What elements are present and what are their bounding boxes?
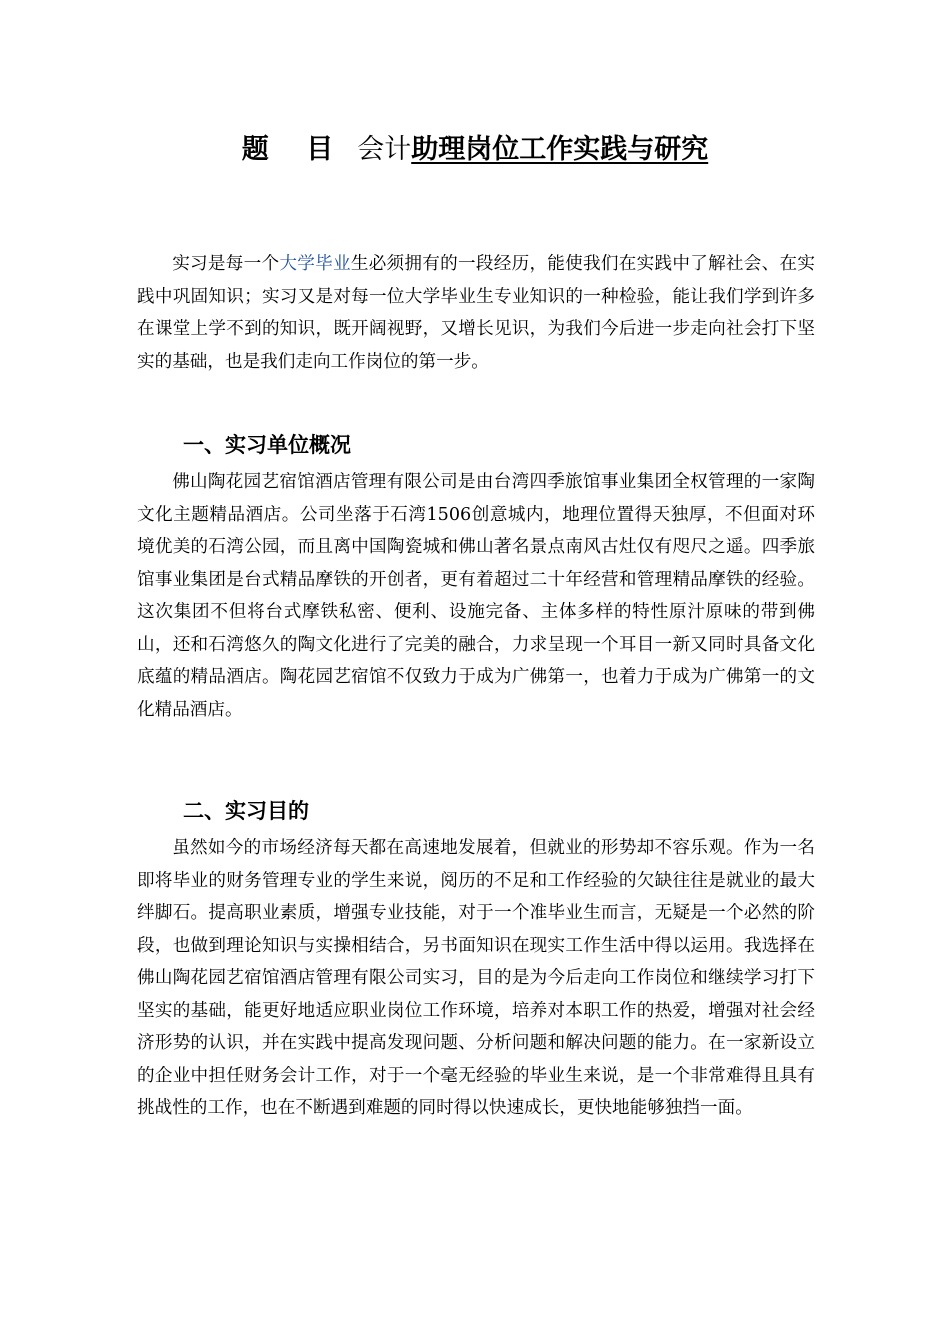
section-body-internship-purpose: 虽然如今的市场经济每天都在高速地发展着，但就业的形势却不容乐观。作为一名即将毕业的财务管理专业的学生来说，阅历的不足和工作经验的欠缺往往是就业的最大绊脚石。提高职业素质，增强专业技能，对于一个准毕业生而言，无疑是一个必然的阶段，也做到理论知识与实操相结合，另书面知识在现实工作生活中得以运用。我选择在佛山陶花园艺宿馆酒店管理有限公司实习，目的是为今后走向工作岗位和继续学习打下坚实的基础，能更好地适应职业岗位工作环境，培养对本职工作的热爱，增强对社会经济形势的认识，并在实践中提高发现问题、分析问题和解决问题的能力。在一家新设立的企业中担任财务会计工作，对于一个毫无经验的毕业生来说，是一个非常难得且具有挑战性的工作，也在不断遇到难题的同时得以快速成长，更快地能够独挡一面。 bbox=[137, 838, 815, 1118]
section-body-company-overview: 佛山陶花园艺宿馆酒店管理有限公司是由台湾四季旅馆事业集团全权管理的一家陶文化主题精品酒店。公司坐落于石湾1506创意城内，地理位置得天独厚，不但面对环境优美的石湾公园，而且离中国陶瓷城和佛山著名景点南风古灶仅有咫尺之遥。四季旅馆事业集团是台式精品摩铁的开创者，更有着超过二十年经营和管理精品摩铁的经验。这次集团不但将台式摩铁私密、便利、设施完备、主体多样的特性原汁原味的带到佛山，还和石湾悠久的陶文化进行了完美的融合，力求呈现一个耳目一新又同时具备文化底蕴的精品酒店。陶花园艺宿馆不仅致力于成为广佛第一，也着力于成为广佛第一的文化精品酒店。 bbox=[137, 472, 815, 720]
section-heading-internship-purpose: 二、实习目的 bbox=[183, 798, 309, 823]
document-title bbox=[0, 130, 950, 170]
intro-text-start: 实习是每一个 bbox=[172, 254, 280, 274]
title-label: 题 目 bbox=[241, 134, 348, 165]
title-prefix: 会计 bbox=[357, 134, 412, 165]
title-main: 助理岗位工作实践与研究 bbox=[411, 134, 709, 165]
section-heading-company-overview: 一、实习单位概况 bbox=[183, 432, 351, 457]
university-graduate-link[interactable]: 大学毕业 bbox=[279, 254, 351, 274]
intro-paragraph bbox=[137, 248, 815, 378]
intro-text-rest: 生必须拥有的一段经历，能使我们在实践中了解社会、在实践中巩固知识；实习又是对每一位大学毕业生专业知识的一种检验，能让我们学到许多在课堂上学不到的知识，既开阔视野，又增长见识，为我们今后进一步走向社会打下坚实的基础，也是我们走向工作岗位的第一步。 bbox=[137, 254, 815, 372]
